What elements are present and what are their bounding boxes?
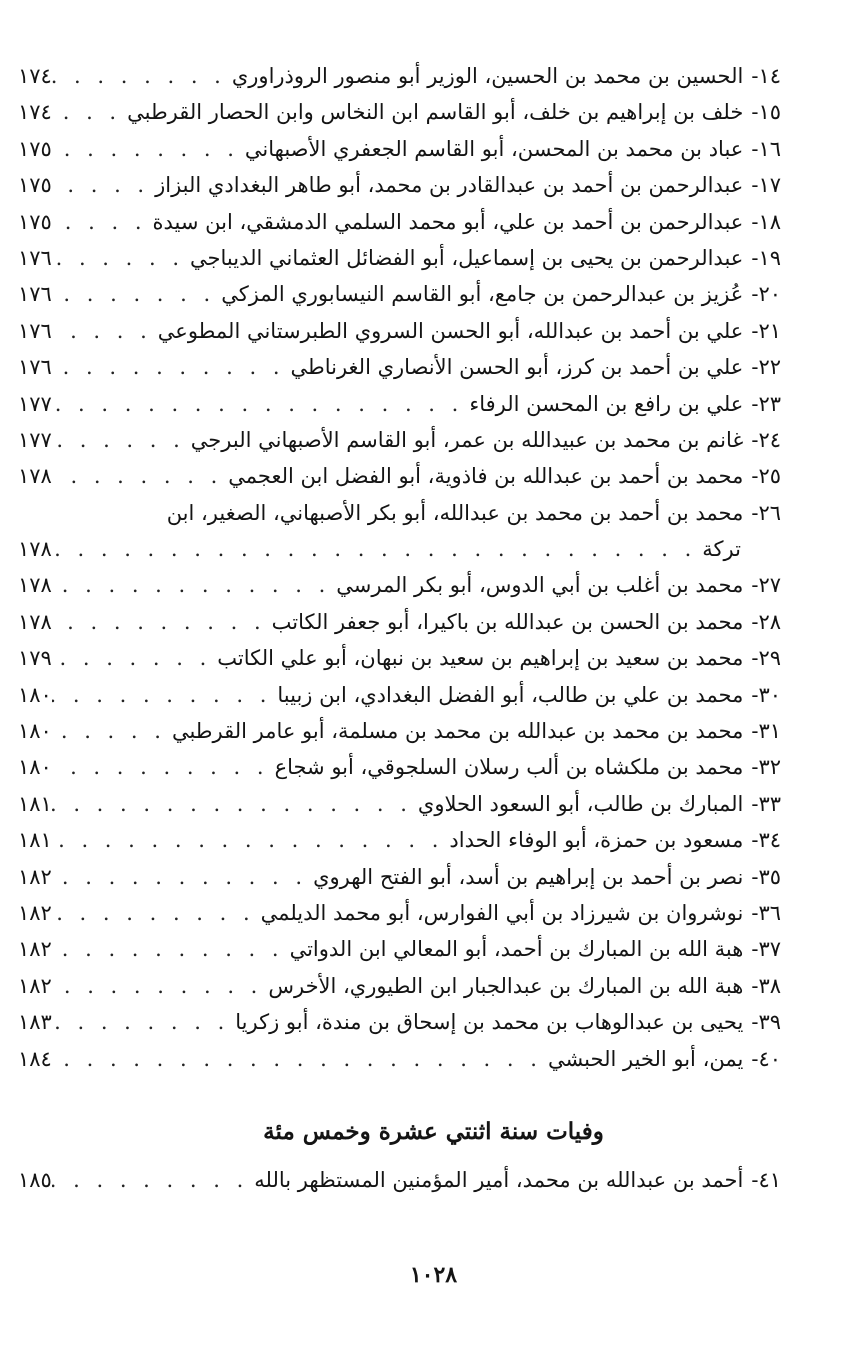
entry-page-number: ١٧٦	[18, 245, 52, 270]
entry-title: عُزيز بن عبدالرحمن بن جامع، أبو القاسم النيسابوري المزكي	[221, 282, 744, 307]
dot-leader	[52, 931, 290, 967]
dot-leader	[52, 604, 272, 640]
entry-title: علي بن أحمد بن كرز، أبو الحسن الأنصاري الغرناطي	[290, 355, 744, 380]
toc-entry	[18, 313, 781, 349]
toc-entry	[18, 531, 781, 567]
toc-entry	[18, 567, 781, 603]
toc-entry	[18, 822, 781, 858]
entry-page-number: ١٧٥	[18, 173, 52, 198]
entry-title: عبدالرحمن بن يحيى بن إسماعيل، أبو الفضائل العثماني الديباجي	[190, 245, 744, 270]
dot-leader	[52, 276, 221, 312]
entry-title: محمد بن علي بن طالب، أبو الفضل البغدادي، ابن زبيبا	[277, 682, 744, 707]
toc-entry	[18, 240, 781, 276]
dot-leader	[52, 58, 232, 94]
entry-title: أحمد بن عبدالله بن محمد، أمير المؤمنين المستظهر بالله	[254, 1168, 744, 1192]
entry-number: ٣٥-	[751, 864, 781, 889]
entry-number: ٢٤-	[751, 427, 781, 452]
entry-number: ٢٦-	[751, 500, 781, 525]
entry-number: ٢٣-	[751, 391, 781, 416]
entry-title: يحيى بن عبدالوهاب بن محمد بن إسحاق بن مندة، أبو زكريا	[235, 1010, 744, 1035]
entry-number: ٣١-	[751, 719, 781, 744]
entry-number: ٤١-	[751, 1168, 781, 1192]
dot-leader	[52, 1041, 548, 1077]
dot-leader	[52, 786, 418, 822]
toc-entry	[18, 931, 781, 967]
entry-page-number: ١٧٨	[18, 537, 52, 562]
toc-entry	[18, 94, 781, 130]
dot-leader	[52, 749, 275, 785]
toc-entry	[18, 677, 781, 713]
entry-page-number: ١٧٨	[18, 609, 52, 634]
entry-number: ١٧-	[751, 173, 781, 198]
dot-leader	[52, 640, 217, 676]
dot-leader	[52, 313, 158, 349]
entry-page-number: ١٧٤	[18, 64, 52, 88]
dot-leader	[52, 386, 469, 422]
toc-entry	[18, 859, 781, 895]
entry-page-number: ١٧٧	[18, 427, 52, 452]
entry-page-number: ١٨٠	[18, 755, 52, 780]
entry-number: ٣٢-	[751, 755, 781, 780]
entry-number: ٣٨-	[751, 973, 781, 998]
entry-number: ٣٩-	[751, 1010, 781, 1035]
entry-page-number: ١٨٤	[18, 1046, 52, 1071]
dot-leader	[52, 422, 191, 458]
entry-page-number: ١٨٢	[18, 937, 52, 962]
entry-number: ٢٧-	[751, 573, 781, 598]
toc-entry	[18, 713, 781, 749]
entry-number: ٣٣-	[751, 791, 781, 816]
entry-title: الحسين بن محمد بن الحسين، الوزير أبو منصور الروذراوري	[231, 64, 744, 88]
entry-number: ١٦-	[751, 136, 781, 161]
dot-leader	[52, 167, 155, 203]
entry-page-number: ١٧٥	[18, 136, 52, 161]
entry-page-number: ١٧٤	[18, 100, 52, 125]
toc-entry	[18, 204, 781, 240]
dot-leader	[52, 677, 278, 713]
entry-title: نصر بن أحمد بن إبراهيم بن أسد، أبو الفتح الهروي	[313, 864, 744, 889]
entry-page-number: ١٨٠	[18, 719, 52, 744]
entry-page-number: ١٧٨	[18, 464, 52, 489]
entry-page-number: ١٧٦	[18, 318, 52, 343]
dot-leader	[52, 895, 261, 931]
entry-number: ١٤-	[751, 64, 781, 88]
entry-title: محمد بن ملكشاه بن ألب رسلان السلجوقي، أبو شجاع	[274, 755, 744, 780]
entry-number: ٤٠-	[751, 1046, 781, 1071]
entry-page-number: ١٨٠	[18, 682, 52, 707]
toc-entry	[18, 458, 781, 494]
entry-page-number: ١٨٣	[18, 1010, 52, 1035]
page-number: ١٠٢٨	[409, 1262, 458, 1288]
toc-entry	[18, 349, 781, 385]
entry-title: خلف بن إبراهيم بن خلف، أبو القاسم ابن النخاس وابن الحصار القرطبي	[127, 100, 744, 125]
dot-leader	[52, 1004, 235, 1040]
entry-title: علي بن رافع بن المحسن الرفاء	[469, 391, 744, 416]
entry-page-number: ١٨١	[18, 828, 52, 853]
entry-title: هبة الله بن المبارك بن أحمد، أبو المعالي ابن الدواتي	[289, 937, 744, 962]
toc-entry	[18, 167, 781, 203]
entry-page-number: ١٨٥	[18, 1168, 52, 1192]
entry-number: ١٩-	[751, 245, 781, 270]
entry-page-number: ١٨٢	[18, 864, 52, 889]
entry-page-number: ١٨٢	[18, 973, 52, 998]
table-of-contents-section-2	[18, 1162, 781, 1198]
dot-leader	[52, 859, 313, 895]
toc-entry	[18, 495, 781, 531]
toc-entry	[18, 968, 781, 1004]
dot-leader	[52, 1162, 254, 1198]
toc-entry	[18, 604, 781, 640]
entry-title: محمد بن محمد بن عبدالله بن محمد بن مسلمة، أبو عامر القرطبي	[171, 719, 744, 744]
toc-entry	[18, 58, 781, 94]
entry-number: ٢٩-	[751, 646, 781, 671]
entry-number: ٣٧-	[751, 937, 781, 962]
section-heading: وفيات سنة اثنتي عشرة وخمس مئة	[263, 1118, 604, 1145]
entry-number: ٣٦-	[751, 900, 781, 925]
entry-page-number: ١٧٦	[18, 355, 52, 380]
toc-entry	[18, 131, 781, 167]
entry-page-number: ١٧٥	[18, 209, 52, 234]
dot-leader	[52, 567, 336, 603]
entry-title: محمد بن سعيد بن إبراهيم بن سعيد بن نبهان، أبو علي الكاتب	[217, 646, 744, 671]
dot-leader	[52, 131, 245, 167]
entry-page-number: ١٨١	[18, 791, 52, 816]
dot-leader	[52, 713, 172, 749]
toc-entry	[18, 786, 781, 822]
dot-leader	[52, 531, 702, 567]
entry-title: عباد بن محمد بن المحسن، أبو القاسم الجعفري الأصبهاني	[244, 136, 744, 161]
entry-title: محمد بن أحمد بن عبدالله بن فاذوية، أبو الفضل ابن العجمي	[228, 464, 744, 489]
dot-leader	[52, 240, 190, 276]
toc-entry	[18, 640, 781, 676]
entry-page-number: ١٧٧	[18, 391, 52, 416]
toc-entry	[18, 422, 781, 458]
toc-entry	[18, 1004, 781, 1040]
entry-title: محمد بن أحمد بن محمد بن عبدالله، أبو بكر الأصبهاني، الصغير، ابن	[166, 500, 744, 525]
entry-title: عبدالرحمن بن أحمد بن عبدالقادر بن محمد، أبو طاهر البغدادي البزاز	[155, 173, 744, 198]
entry-number: ٢٠-	[751, 282, 781, 307]
entry-title: عبدالرحمن بن أحمد بن علي، أبو محمد السلمي الدمشقي، ابن سيدة	[152, 209, 744, 234]
toc-entry	[18, 749, 781, 785]
entry-title: محمد بن أغلب بن أبي الدوس، أبو بكر المرسي	[336, 573, 744, 598]
entry-title: علي بن أحمد بن عبدالله، أبو الحسن السروي الطبرستاني المطوعي	[157, 318, 744, 343]
toc-entry	[18, 386, 781, 422]
dot-leader	[52, 94, 127, 130]
table-of-contents	[18, 58, 781, 1077]
entry-page-number: ١٧٦	[18, 282, 52, 307]
entry-number: ١٥-	[751, 100, 781, 125]
dot-leader	[52, 458, 228, 494]
entry-number: ٢٥-	[751, 464, 781, 489]
entry-number: ٢٢-	[751, 355, 781, 380]
dot-leader	[52, 822, 450, 858]
entry-number: ٣٠-	[751, 682, 781, 707]
entry-title: هبة الله بن المبارك بن عبدالجبار ابن الطيوري، الأخرس	[268, 973, 744, 998]
entry-page-number: ١٨٢	[18, 900, 52, 925]
toc-entry	[18, 276, 781, 312]
entry-title: يمن، أبو الخير الحبشي	[547, 1046, 744, 1071]
entry-number: ١٨-	[751, 209, 781, 234]
entry-number: ٢٨-	[751, 609, 781, 634]
toc-entry	[18, 895, 781, 931]
entry-title: مسعود بن حمزة، أبو الوفاء الحداد	[449, 828, 744, 853]
entry-number: ٢١-	[751, 318, 781, 343]
entry-title: تركة	[702, 537, 741, 562]
entry-number: ٣٤-	[751, 828, 781, 853]
dot-leader	[52, 968, 269, 1004]
entry-page-number: ١٧٨	[18, 573, 52, 598]
entry-title: نوشروان بن شيرزاد بن أبي الفوارس، أبو محمد الديلمي	[260, 900, 744, 925]
toc-entry	[18, 1041, 781, 1077]
entry-title: محمد بن الحسن بن عبدالله بن باكيرا، أبو جعفر الكاتب	[271, 609, 744, 634]
entry-title: غانم بن محمد بن عبيدالله بن عمر، أبو القاسم الأصبهاني البرجي	[190, 427, 744, 452]
dot-leader	[52, 204, 153, 240]
entry-page-number: ١٧٩	[18, 646, 52, 671]
entry-title: المبارك بن طالب، أبو السعود الحلاوي	[417, 791, 744, 816]
dot-leader	[52, 349, 291, 385]
toc-entry	[18, 1162, 781, 1198]
